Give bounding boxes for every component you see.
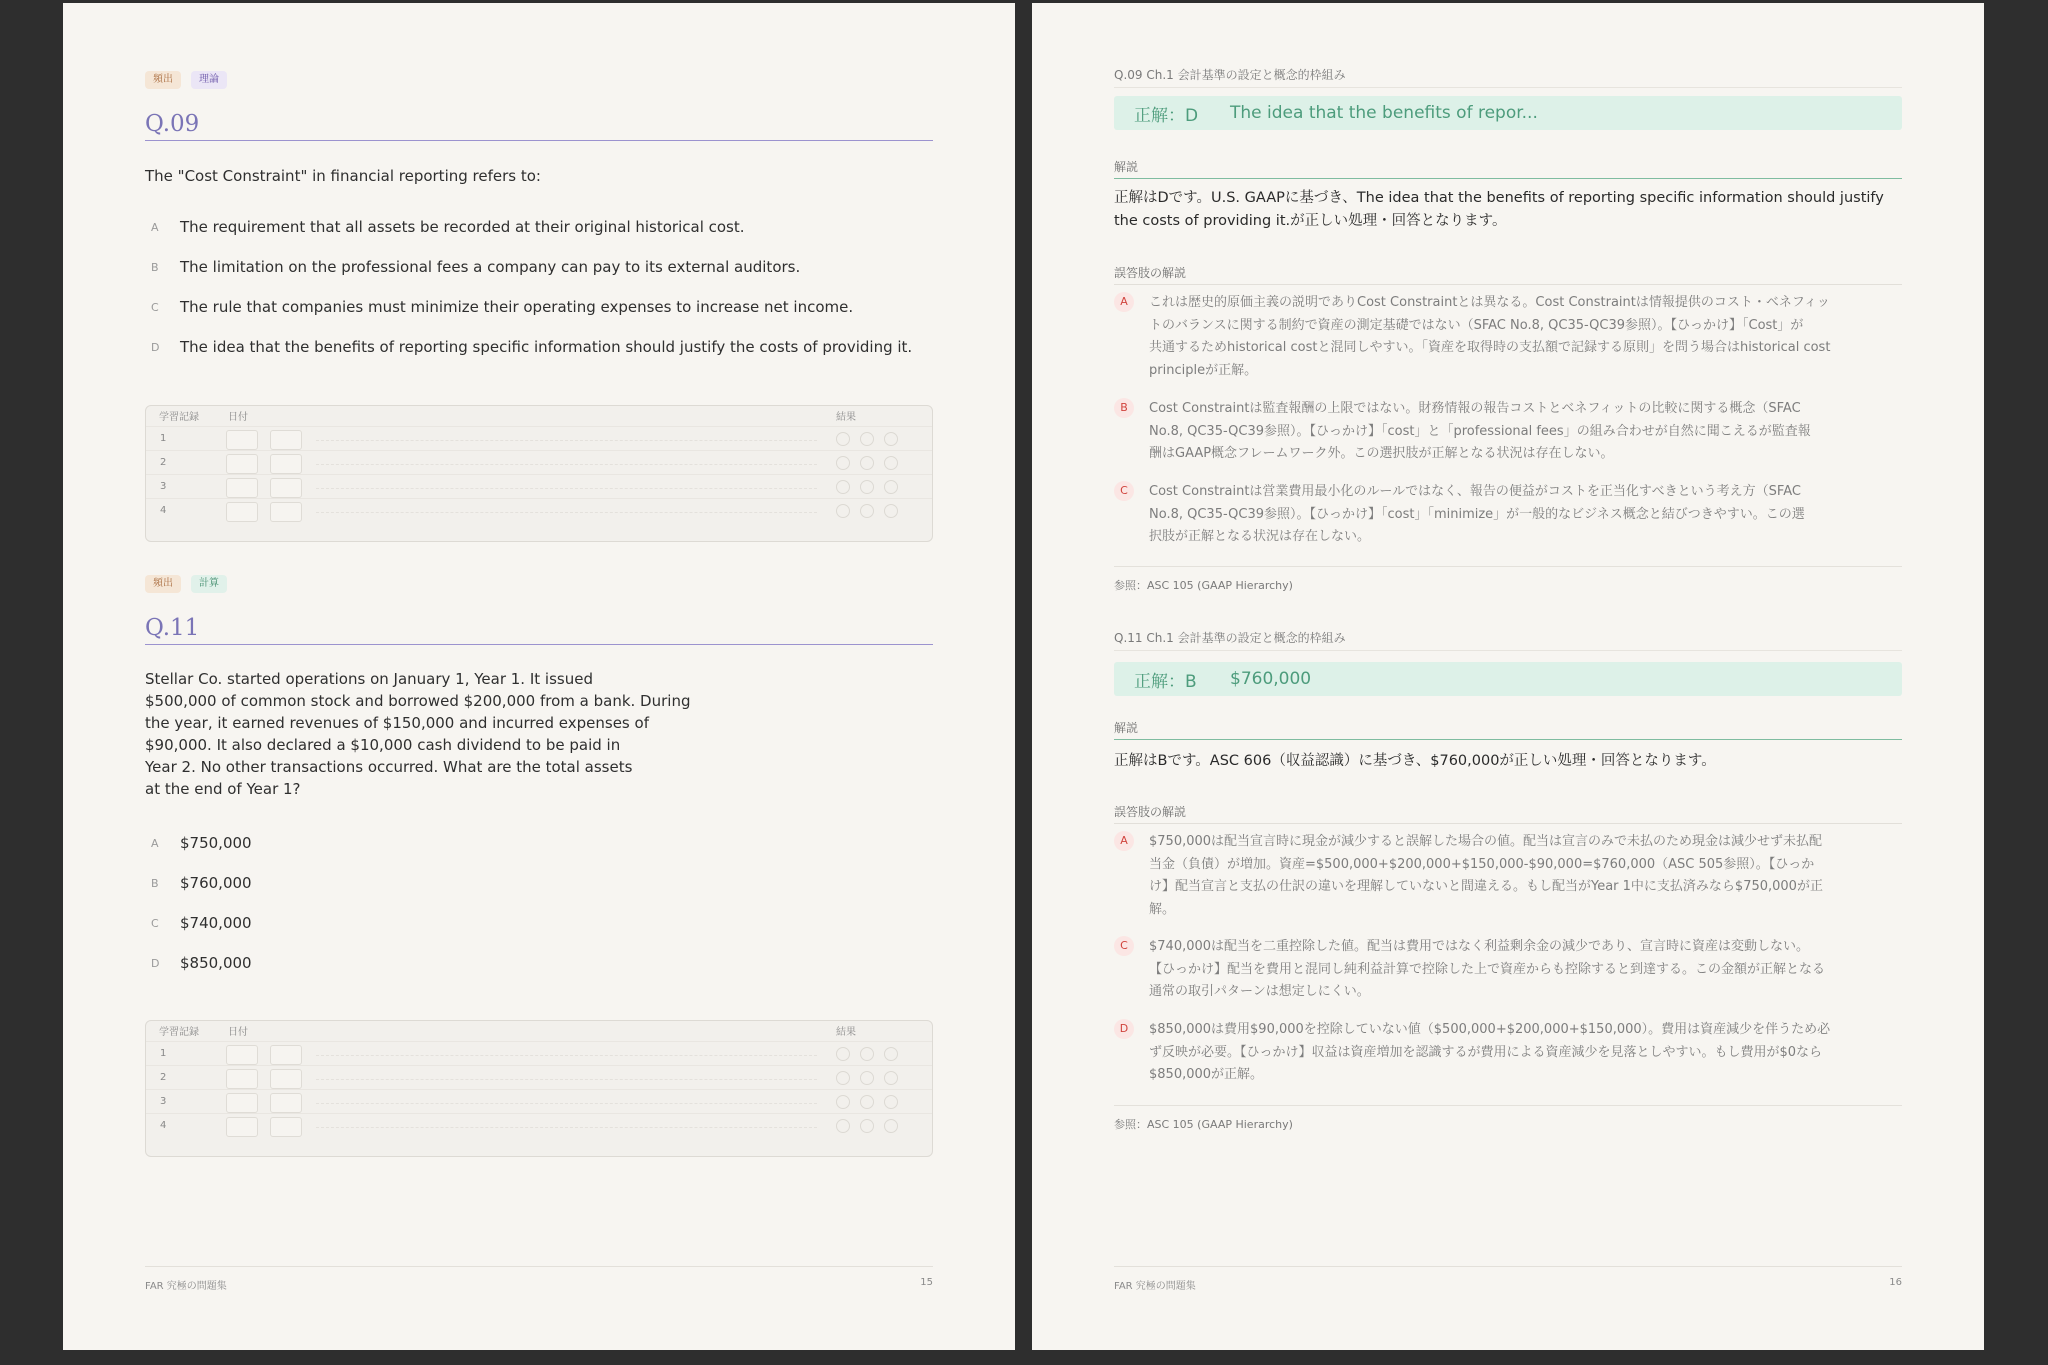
wrong-answer-text (1149, 831, 1902, 921)
result-circle[interactable] (836, 1095, 850, 1109)
choice-letter: B (151, 876, 159, 890)
wrong-answers-label: 誤答肢の解説 (1114, 803, 1902, 824)
date-input-day[interactable] (270, 1069, 302, 1089)
record-row-number: 4 (160, 505, 167, 516)
wrong-line: トのバランスに関する制約で資産の測定基礎ではない（SFAC No.8, QC35-QC39参照）。【ひっかけ】「Cost」が (1149, 317, 1804, 333)
choice-text: $850,000 (180, 954, 252, 972)
record-row (146, 1065, 932, 1090)
answer-label: 正解：D (1134, 105, 1199, 126)
right-page (1032, 3, 1984, 1350)
study-record-q09 (145, 405, 933, 542)
date-input-day[interactable] (270, 1045, 302, 1065)
record-note-line (316, 464, 817, 465)
wrong-answer-text (1149, 292, 1902, 382)
result-circle[interactable] (836, 1071, 850, 1085)
wrong-line: Cost Constraintは営業費用最小化のルールではなく、報告の便益がコストを正当化すべきという考え方（SFAC (1149, 484, 1801, 499)
date-input-day[interactable] (270, 478, 302, 498)
record-row (146, 1113, 932, 1138)
record-header-result: 結果 (836, 412, 856, 423)
wrong-line: 通常の取引パターンは想定しにくい。 (1149, 984, 1370, 999)
result-circle[interactable] (836, 1047, 850, 1061)
wrong-line: Cost Constraintは監査報酬の上限ではない。財務情報の報告コストとベネフィットの比較に関する概念（SFAC (1149, 401, 1801, 416)
wrong-answer-text (1149, 398, 1902, 466)
explanation-label: 解説 (1114, 719, 1902, 740)
q11-choice-b[interactable] (145, 872, 933, 894)
choice-text: The requirement that all assets be recorded at their original historical cost. (180, 218, 745, 236)
answer-text: $760,000 (1230, 669, 1312, 689)
date-input-month[interactable] (226, 478, 258, 498)
result-circle[interactable] (860, 432, 874, 446)
page-number: 16 (1889, 1277, 1902, 1288)
record-header-date: 日付 (228, 1027, 248, 1038)
result-circle[interactable] (836, 432, 850, 446)
wrong-answer-text (1149, 936, 1902, 1004)
result-circle[interactable] (884, 1047, 898, 1061)
result-circle[interactable] (884, 504, 898, 518)
choice-text: The rule that companies must minimize their operating expenses to increase net income. (180, 298, 854, 316)
record-row (146, 1089, 932, 1114)
record-note-line (316, 1079, 817, 1080)
answer-text: The idea that the benefits of repor... (1230, 103, 1538, 123)
result-circle[interactable] (836, 456, 850, 470)
wrong-line: 【ひっかけ】配当を費用と混同し純利益計算で控除した上で資産からも控除すると到達する。この金額が正解となる (1149, 961, 1826, 977)
tag-calculation: 計算 (191, 575, 227, 593)
wrong-letter-badge: A (1114, 292, 1134, 312)
choice-letter: B (151, 260, 159, 274)
result-circle[interactable] (860, 1095, 874, 1109)
stem-line: Stellar Co. started operations on January 1, Year 1. It issued (145, 670, 593, 688)
choice-text: The idea that the benefits of reporting specific information should justify the costs of providing it. (180, 338, 913, 356)
page-footer (1114, 1266, 1902, 1292)
result-circle[interactable] (884, 1119, 898, 1133)
q11-choice-d[interactable] (145, 952, 933, 974)
choice-letter: A (151, 220, 159, 234)
result-circle[interactable] (860, 456, 874, 470)
result-circle[interactable] (884, 432, 898, 446)
wrong-answer-text (1149, 1019, 1902, 1087)
choice-letter: C (151, 300, 159, 314)
date-input-month[interactable] (226, 502, 258, 522)
record-row (146, 426, 932, 451)
stem-line: $500,000 of common stock and borrowed $200,000 from a bank. During (145, 692, 691, 710)
choice-text: $740,000 (180, 914, 252, 932)
wrong-answer-text (1149, 481, 1902, 549)
explanation-text (1114, 750, 1902, 773)
result-circle[interactable] (860, 1071, 874, 1085)
q09-choice-a[interactable] (145, 216, 933, 238)
record-row-number: 3 (160, 481, 167, 492)
result-circle[interactable] (860, 1119, 874, 1133)
reference-divider (1114, 1105, 1902, 1106)
choice-text: $750,000 (180, 834, 252, 852)
choice-letter: D (151, 340, 160, 354)
wrong-line: これは歴史的原価主義の説明でありCost Constraintとは異なる。Cost Constraintは情報提供のコスト・ベネフィッ (1149, 295, 1830, 310)
record-note-line (316, 1055, 817, 1056)
q11-title: Q.11 (145, 613, 933, 645)
stem-line: the year, it earned revenues of $150,000 and incurred expenses of (145, 714, 649, 732)
wrong-line: ず反映が必要。【ひっかけ】収益は資産増加を認識するが費用による資産減少を見落としやすい。もし費用が$0なら (1149, 1044, 1823, 1060)
record-row-number: 2 (160, 1072, 167, 1083)
reference-text: 参照：ASC 105 (GAAP Hierarchy) (1114, 579, 1293, 592)
date-input-month[interactable] (226, 430, 258, 450)
wrong-line: No.8, QC35-QC39参照）。【ひっかけ】「cost」と「professional fees」の組み合わせが自然に聞こえるが監査報 (1149, 423, 1811, 439)
result-circle[interactable] (860, 480, 874, 494)
q09-choice-d[interactable] (145, 336, 933, 358)
date-input-month[interactable] (226, 1045, 258, 1065)
choice-letter: A (151, 836, 159, 850)
wrong-line: け】配当宣言と支払の仕訳の違いを理解していないと間違える。もし配当がYear 1中に支払済みなら$750,000が正 (1149, 879, 1823, 894)
date-input-month[interactable] (226, 454, 258, 474)
result-circle[interactable] (884, 1095, 898, 1109)
record-note-line (316, 440, 817, 441)
choice-letter: D (151, 956, 160, 970)
wrong-letter-badge: C (1114, 481, 1134, 501)
record-row (146, 450, 932, 475)
wrong-line: $750,000は配当宣言時に現金が減少すると誤解した場合の値。配当は宣言のみで未払のため現金は減少せず未払配 (1149, 834, 1823, 849)
reference-text: 参照：ASC 105 (GAAP Hierarchy) (1114, 1118, 1293, 1131)
wrong-letter-badge: A (1114, 831, 1134, 851)
wrong-line: 択肢が正解となる状況は存在しない。 (1149, 529, 1371, 544)
result-circle[interactable] (884, 480, 898, 494)
record-note-line (316, 488, 817, 489)
wrong-line: No.8, QC35-QC39参照）。【ひっかけ】「cost」「minimize」が一般的なビジネス概念と結びつきやすい。この選 (1149, 506, 1805, 522)
result-circle[interactable] (860, 504, 874, 518)
reference-divider (1114, 566, 1902, 567)
result-circle[interactable] (860, 1047, 874, 1061)
stem-line: $90,000. It also declared a $10,000 cash dividend to be paid in (145, 736, 621, 754)
record-row-number: 1 (160, 1048, 167, 1059)
q09-stem: The "Cost Constraint" in financial reporting refers to: (145, 167, 541, 185)
record-row (146, 498, 932, 523)
wrong-line: 酬はGAAP概念フレームワーク外。この選択肢が正解となる状況は存在しない。 (1149, 446, 1614, 461)
result-circle[interactable] (836, 504, 850, 518)
result-circle[interactable] (836, 480, 850, 494)
record-row-number: 1 (160, 433, 167, 444)
date-input-day[interactable] (270, 430, 302, 450)
wrong-line: $850,000が正解。 (1149, 1067, 1264, 1082)
answer-header-q09: Q.09 Ch.1 会計基準の設定と概念的枠組み (1114, 66, 1902, 88)
date-input-day[interactable] (270, 502, 302, 522)
tag-theory: 理論 (191, 71, 227, 89)
record-row-number: 4 (160, 1120, 167, 1131)
record-header-study: 学習記録 (159, 412, 199, 423)
record-header-study: 学習記録 (159, 1027, 199, 1038)
book-title: FAR 究極の問題集 (1114, 1281, 1196, 1292)
q09-title: Q.09 (145, 109, 933, 141)
q11-stem (145, 668, 690, 800)
stem-line: at the end of Year 1? (145, 780, 301, 798)
result-circle[interactable] (836, 1119, 850, 1133)
date-input-day[interactable] (270, 454, 302, 474)
wrong-letter-badge: B (1114, 398, 1134, 418)
record-row (146, 474, 932, 499)
page-footer (145, 1266, 933, 1292)
wrong-line: $740,000は配当を二重控除した値。配当は費用ではなく利益剰余金の減少であり、宣言時に資産は変動しない。 (1149, 939, 1810, 954)
date-input-day[interactable] (270, 1093, 302, 1113)
q09-tags (145, 71, 227, 89)
page-number: 15 (920, 1277, 933, 1288)
explanation-line: 正解はDです。U.S. GAAPに基づき、The idea that the benefits of reporting specific information should justify (1114, 190, 1884, 206)
record-note-line (316, 512, 817, 513)
result-circle[interactable] (884, 456, 898, 470)
choice-text: $760,000 (180, 874, 252, 892)
result-circle[interactable] (884, 1071, 898, 1085)
date-input-month[interactable] (226, 1069, 258, 1089)
q11-tags (145, 575, 227, 593)
date-input-month[interactable] (226, 1117, 258, 1137)
wrong-line: 当金（負債）が増加。資産=$500,000+$200,000+$150,000-$90,000=$760,000（ASC 505参照）。【ひっか (1149, 856, 1815, 872)
q11-choice-a[interactable] (145, 832, 933, 854)
choice-letter: C (151, 916, 159, 930)
wrong-line: $850,000は費用$90,000を控除していない値（$500,000+$200,000+$150,000）。費用は資産減少を伴うため必 (1149, 1022, 1831, 1037)
answer-bar-q09 (1114, 96, 1902, 130)
study-record-q11 (145, 1020, 933, 1157)
left-page (63, 3, 1015, 1350)
wrong-letter-badge: D (1114, 1019, 1134, 1039)
stem-line: Year 2. No other transactions occurred. What are the total assets (145, 758, 633, 776)
book-title: FAR 究極の問題集 (145, 1281, 227, 1292)
record-header-date: 日付 (228, 412, 248, 423)
answer-label: 正解：B (1134, 671, 1197, 692)
date-input-month[interactable] (226, 1093, 258, 1113)
wrong-letter-badge: C (1114, 936, 1134, 956)
tag-frequent: 頻出 (145, 71, 181, 89)
date-input-day[interactable] (270, 1117, 302, 1137)
q09-choice-c[interactable] (145, 296, 933, 318)
wrong-line: 解。 (1149, 901, 1176, 917)
explanation-line: the costs of providing it.が正しい処理・回答となります。 (1114, 213, 1507, 229)
record-note-line (316, 1127, 817, 1128)
tag-frequent: 頻出 (145, 575, 181, 593)
record-header-result: 結果 (836, 1027, 856, 1038)
wrong-answers-label: 誤答肢の解説 (1114, 264, 1902, 285)
wrong-line: 共通するためhistorical costと混同しやすい。「資産を取得時の支払額で記録する原則」を問う場合はhistorical cost (1149, 340, 1831, 355)
explanation-line: 正解はBです。ASC 606（収益認識）に基づき、$760,000が正しい処理・回答となります。 (1114, 753, 1716, 769)
explanation-text (1114, 187, 1902, 233)
record-row-number: 3 (160, 1096, 167, 1107)
record-note-line (316, 1103, 817, 1104)
q09-choice-b[interactable] (145, 256, 933, 278)
record-row (146, 1041, 932, 1066)
answer-bar-q11 (1114, 662, 1902, 696)
q11-choice-c[interactable] (145, 912, 933, 934)
answer-header-q11: Q.11 Ch.1 会計基準の設定と概念的枠組み (1114, 629, 1902, 651)
record-row-number: 2 (160, 457, 167, 468)
choice-text: The limitation on the professional fees a company can pay to its external auditors. (180, 258, 801, 276)
wrong-line: principleが正解。 (1149, 362, 1258, 378)
explanation-label: 解説 (1114, 158, 1902, 179)
